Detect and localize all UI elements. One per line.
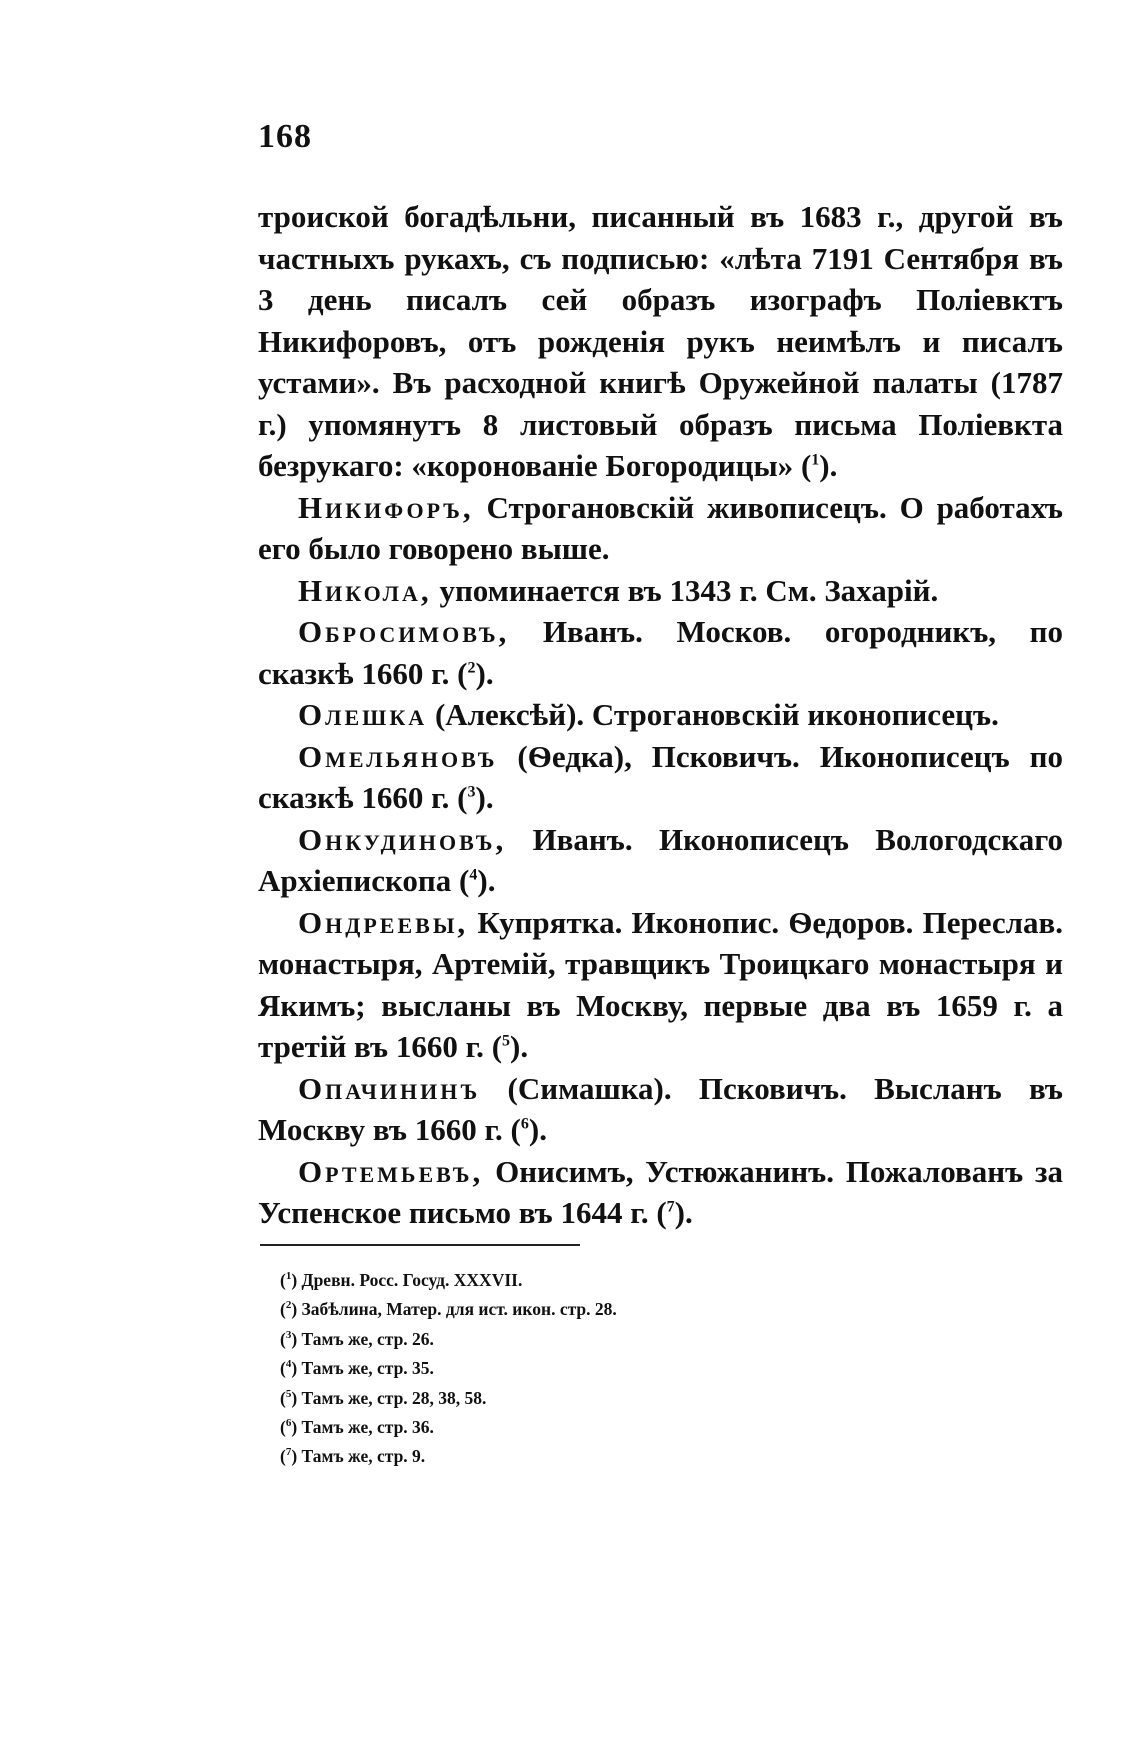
- entry-name: Никола,: [298, 572, 432, 608]
- punctuation: .: [539, 1112, 547, 1147]
- paragraph: Обросимовъ, Иванъ. Москов. огородникъ, по сказкѣ 1660 г. ($^2$).: [258, 614, 1063, 691]
- footnote-ref: 5: [502, 1032, 511, 1050]
- footnote-number: 4: [285, 1358, 292, 1371]
- punctuation: .: [485, 780, 494, 815]
- footnote: ($^1$) Древн. Росс. Госуд. XXXVII.: [280, 1270, 523, 1290]
- footnote-number: 7: [285, 1446, 292, 1459]
- entry-text: Иванъ. Иконописецъ Вологодскаго Архіепископа: [258, 821, 1063, 898]
- footnote-number: 5: [285, 1387, 292, 1400]
- entry-name: Онкудиновъ,: [298, 821, 507, 857]
- footnote-text: Тамъ же, стр. 26.: [301, 1328, 434, 1349]
- entry-name: Опачининъ: [298, 1070, 481, 1106]
- main-text: [258, 196, 1063, 1234]
- footnote-ref: 3: [467, 783, 476, 801]
- footnote-text: Тамъ же, стр. 35.: [301, 1358, 434, 1379]
- footnote-ref: 1: [811, 451, 820, 469]
- entry-name: Обросимовъ,: [298, 614, 510, 649]
- footnote-number: 1: [285, 1270, 292, 1283]
- paragraph: Омельяновъ (Ѳедка), Псковичъ. Иконописецъ по сказкѣ 1660 г. ($^3$).: [258, 738, 1063, 815]
- footnote-ref: 2: [467, 659, 476, 677]
- entry-text: Онисимъ, Устюжанинъ. Пожалованъ за Успенское письмо въ 1644 г.: [258, 1153, 1063, 1230]
- paragraph: [258, 487, 1063, 570]
- paragraph: Ортемьевъ, Онисимъ, Устюжанинъ. Пожалованъ за Успенское письмо въ 1644 г. ($^7$).: [258, 1153, 1063, 1230]
- punctuation: .: [829, 448, 838, 483]
- paragraph: [258, 694, 1063, 736]
- paragraph: Онкудиновъ, Иванъ. Иконописецъ Вологодскаго Архіепископа ($^4$).: [258, 821, 1063, 898]
- entry-name: Омельяновъ: [298, 738, 498, 774]
- entry-text: (Алексѣй). Строгановскій иконописецъ.: [427, 697, 999, 732]
- footnote-text: Забѣлина, Матер. для ист. икон. стр. 28.: [301, 1299, 617, 1320]
- entry-text: Иванъ. Москов. огородникъ, по сказкѣ 1660 г.: [258, 614, 1063, 691]
- footnote-divider: [260, 1244, 580, 1246]
- footnote-text: Тамъ же, стр. 9.: [301, 1446, 426, 1467]
- entry-text: упоминается въ 1343 г. См. Захарій.: [431, 572, 939, 608]
- footnote-ref: 4: [469, 866, 478, 884]
- punctuation: .: [487, 863, 496, 898]
- footnote-ref: 6: [520, 1115, 529, 1133]
- footnote-ref: 7: [666, 1198, 675, 1216]
- footnote-number: 2: [285, 1299, 292, 1312]
- footnote-text: Тамъ же, стр. 36.: [301, 1417, 434, 1438]
- entry-text: троиской богадѣльни, писанный въ 1683 г., другой въ частныхъ рукахъ, съ подписью: «лѣта 7191 Сентября въ 3 день писалъ сей образъ изографъ Поліевктъ Никифоровъ, отъ рожденія рукъ неимѣлъ и писалъ устами». Въ расходной книгѣ Оружейной палаты (1787 г.) упомянутъ 8 листовый образъ письма Поліевкта безрукаго: «коронованіе Богородицы»: [258, 199, 1063, 483]
- paragraph: Ондреевы, Купрятка. Иконопис. Ѳедоров. Переслав. монастыря, Артемій, травщикъ Троицкаго монастыря и Якимъ; высланы въ Москву, первые два въ 1659 г. а третій въ 1660 г. ($^5$).: [258, 904, 1063, 1064]
- footnote-text: Тамъ же, стр. 28, 38, 58.: [301, 1387, 487, 1408]
- entry-name: Ортемьевъ,: [298, 1153, 484, 1189]
- punctuation: .: [684, 1195, 693, 1230]
- footnote-number: 3: [285, 1328, 292, 1341]
- footnote-number: 6: [285, 1417, 292, 1430]
- punctuation: .: [520, 1029, 529, 1064]
- footnote: ($^2$) Забѣлина, Матер. для ист. икон. стр. 28.: [280, 1299, 617, 1320]
- entry-name: Никифоръ,: [298, 489, 474, 525]
- page-number: 168: [258, 118, 312, 155]
- punctuation: .: [485, 655, 494, 691]
- entry-text: Строгановскій живописецъ. О работахъ его было говорено выше.: [258, 489, 1063, 566]
- footnote-text: Древн. Росс. Госуд. XXXVII.: [301, 1270, 523, 1290]
- footnote: ($^6$) Тамъ же, стр. 36.: [280, 1417, 434, 1438]
- paragraph: троиской богадѣльни, писанный въ 1683 г., другой въ частныхъ рукахъ, съ подписью: «лѣта 7191 Сентября въ 3 день писалъ сей образъ изографъ Поліевктъ Никифоровъ, отъ рожденія рукъ неимѣлъ и писалъ устами». Въ расходной книгѣ Оружейной палаты (1787 г.) упомянутъ 8 листовый образъ письма Поліевкта безрукаго: «коронованіе Богородицы» ($^1$).: [258, 199, 1063, 483]
- footnotes: [280, 1266, 880, 1472]
- entry-text: Купрятка. Иконопис. Ѳедоров. Переслав. монастыря, Артемій, травщикъ Троицкаго монастыря и Якимъ; высланы въ Москву, первые два въ 1659 г. а третій въ 1660 г.: [258, 904, 1063, 1064]
- footnote: ($^7$) Тамъ же, стр. 9.: [280, 1446, 426, 1467]
- paragraph: Опачининъ (Симашка). Псковичъ. Высланъ въ Москву въ 1660 г. ($^6$).: [258, 1070, 1063, 1147]
- paragraph: [258, 570, 1063, 612]
- footnote: ($^4$) Тамъ же, стр. 35.: [280, 1358, 434, 1379]
- entry-name: Олешка: [298, 697, 428, 732]
- footnote: ($^3$) Тамъ же, стр. 26.: [280, 1328, 434, 1349]
- entry-text: (Симашка). Псковичъ. Высланъ въ Москву въ 1660 г.: [258, 1070, 1063, 1147]
- footnote: ($^5$) Тамъ же, стр. 28, 38, 58.: [280, 1387, 487, 1408]
- entry-name: Ондреевы,: [298, 904, 469, 940]
- entry-text: (Ѳедка), Псковичъ. Иконописецъ по сказкѣ 1660 г.: [258, 738, 1063, 815]
